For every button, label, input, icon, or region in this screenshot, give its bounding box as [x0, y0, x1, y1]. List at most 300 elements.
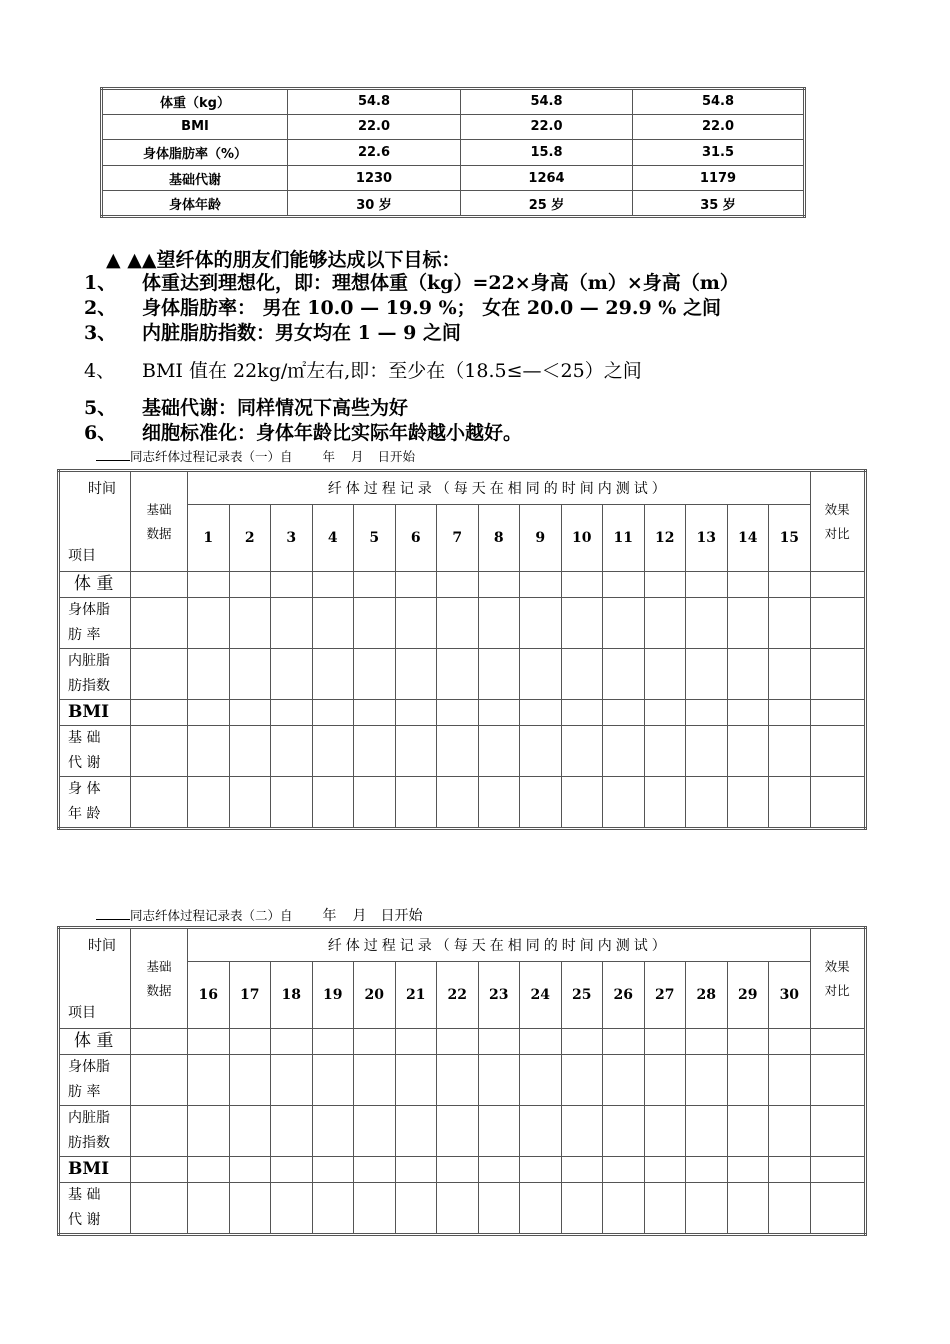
- day-header: 9: [520, 505, 562, 572]
- entry-cell[interactable]: [561, 1183, 603, 1235]
- entry-cell[interactable]: [395, 726, 437, 777]
- day-header: 16: [188, 962, 230, 1029]
- entry-cell[interactable]: [520, 1055, 562, 1106]
- entry-cell[interactable]: [478, 649, 520, 700]
- summary-table: [100, 87, 806, 218]
- entry-cell[interactable]: [354, 572, 396, 598]
- summary-cell: 22.0: [461, 114, 633, 140]
- goal-item: [84, 356, 642, 383]
- entry-cell[interactable]: [810, 700, 865, 726]
- entry-cell[interactable]: [769, 700, 811, 726]
- entry-cell[interactable]: [312, 777, 354, 829]
- entry-cell[interactable]: [686, 726, 728, 777]
- entry-cell[interactable]: [478, 1029, 520, 1055]
- header-base-line1: 基础: [146, 501, 172, 517]
- summary-cell: 54.8: [461, 89, 633, 115]
- entry-cell[interactable]: [727, 1157, 769, 1183]
- summary-cell: 22.6: [288, 140, 461, 166]
- entry-cell[interactable]: [686, 649, 728, 700]
- entry-cell[interactable]: [131, 1157, 188, 1183]
- label-line2: 肪 率: [68, 1084, 101, 1100]
- entry-cell[interactable]: [478, 777, 520, 829]
- label-line2: 代 谢: [68, 755, 101, 771]
- entry-cell[interactable]: [727, 1183, 769, 1235]
- record-table-2-caption: [96, 905, 423, 925]
- label-line1: 身 体: [68, 781, 101, 797]
- entry-cell[interactable]: [686, 777, 728, 829]
- entry-cell[interactable]: [437, 649, 479, 700]
- entry-cell[interactable]: [354, 1157, 396, 1183]
- entry-cell[interactable]: [229, 1157, 271, 1183]
- summary-cell: 54.8: [288, 89, 461, 115]
- entry-cell[interactable]: [727, 598, 769, 649]
- entry-cell[interactable]: [395, 1029, 437, 1055]
- entry-cell[interactable]: [727, 1029, 769, 1055]
- summary-row-body-age: [102, 191, 805, 217]
- label-line2: 年 龄: [68, 806, 101, 822]
- entry-cell[interactable]: [395, 572, 437, 598]
- entry-cell[interactable]: [727, 1055, 769, 1106]
- entry-cell[interactable]: [727, 777, 769, 829]
- entry-cell[interactable]: [561, 726, 603, 777]
- label-line1: 内脏脂: [68, 1110, 110, 1126]
- entry-cell[interactable]: [312, 1055, 354, 1106]
- row-weight: [59, 1029, 866, 1055]
- entry-cell[interactable]: [603, 700, 645, 726]
- entry-cell[interactable]: [810, 1029, 865, 1055]
- day-header: 1: [188, 505, 230, 572]
- summary-cell: 30 岁: [288, 191, 461, 217]
- entry-cell[interactable]: [810, 598, 865, 649]
- goal-text: 身体脂肪率： 男在 10.0 — 19.9 %； 女在 20.0 — 29.9 % 之间: [142, 297, 721, 319]
- entry-cell[interactable]: [478, 1183, 520, 1235]
- summary-label: BMI: [102, 114, 288, 140]
- entry-cell[interactable]: [437, 1055, 479, 1106]
- entry-cell[interactable]: [810, 649, 865, 700]
- entry-cell[interactable]: [603, 598, 645, 649]
- label-line1: 身体脂: [68, 1059, 110, 1075]
- entry-cell[interactable]: [271, 1055, 313, 1106]
- entry-cell[interactable]: [437, 1183, 479, 1235]
- label-line1: 基 础: [68, 1187, 101, 1203]
- row-label-body-age: [59, 777, 131, 829]
- entry-cell[interactable]: [644, 1157, 686, 1183]
- entry-cell[interactable]: [478, 1106, 520, 1157]
- entry-cell[interactable]: [644, 726, 686, 777]
- entry-cell[interactable]: [644, 700, 686, 726]
- header-process: 纤体过程记录（每天在相同的时间内测试）: [188, 928, 811, 962]
- day-header: 25: [561, 962, 603, 1029]
- row-visceral: [59, 649, 866, 700]
- entry-cell[interactable]: [686, 598, 728, 649]
- summary-label: 身体脂肪率（%）: [102, 140, 288, 166]
- entry-cell[interactable]: [561, 777, 603, 829]
- entry-cell[interactable]: [354, 700, 396, 726]
- day-header: 5: [354, 505, 396, 572]
- entry-cell[interactable]: [229, 1055, 271, 1106]
- entry-cell[interactable]: [131, 777, 188, 829]
- day-header: 17: [229, 962, 271, 1029]
- caption-month: 月: [351, 449, 364, 464]
- header-time: 时间: [88, 938, 116, 954]
- entry-cell[interactable]: [229, 598, 271, 649]
- day-header: 18: [271, 962, 313, 1029]
- row-label-bodyfat: [59, 1055, 131, 1106]
- day-header: 30: [769, 962, 811, 1029]
- entry-cell[interactable]: [603, 1157, 645, 1183]
- entry-cell[interactable]: [188, 1183, 230, 1235]
- entry-cell[interactable]: [131, 700, 188, 726]
- entry-cell[interactable]: [686, 1157, 728, 1183]
- entry-cell[interactable]: [686, 1055, 728, 1106]
- entry-cell[interactable]: [561, 598, 603, 649]
- entry-cell[interactable]: [271, 777, 313, 829]
- entry-cell[interactable]: [769, 1106, 811, 1157]
- entry-cell[interactable]: [603, 777, 645, 829]
- entry-cell[interactable]: [131, 649, 188, 700]
- day-header: 24: [520, 962, 562, 1029]
- entry-cell[interactable]: [769, 649, 811, 700]
- entry-cell[interactable]: [229, 1029, 271, 1055]
- day-header: 3: [271, 505, 313, 572]
- entry-cell[interactable]: [437, 777, 479, 829]
- row-label-bmi: BMI: [59, 700, 131, 726]
- day-header: 14: [727, 505, 769, 572]
- entry-cell[interactable]: [131, 1029, 188, 1055]
- entry-cell[interactable]: [395, 649, 437, 700]
- day-header: 23: [478, 962, 520, 1029]
- entry-cell[interactable]: [354, 598, 396, 649]
- entry-cell[interactable]: [727, 1106, 769, 1157]
- entry-cell[interactable]: [810, 726, 865, 777]
- summary-cell: 15.8: [461, 140, 633, 166]
- caption-year: 年: [322, 908, 337, 924]
- entry-cell[interactable]: [437, 1029, 479, 1055]
- entry-cell[interactable]: [520, 1157, 562, 1183]
- entry-cell[interactable]: [312, 1183, 354, 1235]
- entry-cell[interactable]: [561, 572, 603, 598]
- summary-label: 基础代谢: [102, 165, 288, 191]
- entry-cell[interactable]: [229, 572, 271, 598]
- entry-cell[interactable]: [395, 1055, 437, 1106]
- entry-cell[interactable]: [354, 1055, 396, 1106]
- entry-cell[interactable]: [271, 1157, 313, 1183]
- corner-header: [59, 471, 131, 572]
- entry-cell[interactable]: [769, 1157, 811, 1183]
- entry-cell[interactable]: [131, 598, 188, 649]
- entry-cell[interactable]: [188, 572, 230, 598]
- entry-cell[interactable]: [312, 572, 354, 598]
- summary-cell: 25 岁: [461, 191, 633, 217]
- entry-cell[interactable]: [686, 1029, 728, 1055]
- entry-cell[interactable]: [437, 700, 479, 726]
- entry-cell[interactable]: [769, 598, 811, 649]
- summary-row-bodyfat: [102, 140, 805, 166]
- entry-cell[interactable]: [810, 572, 865, 598]
- entry-cell[interactable]: [727, 572, 769, 598]
- entry-cell[interactable]: [478, 572, 520, 598]
- entry-cell[interactable]: [603, 572, 645, 598]
- entry-cell[interactable]: [312, 700, 354, 726]
- entry-cell[interactable]: [727, 726, 769, 777]
- entry-cell[interactable]: [229, 777, 271, 829]
- entry-cell[interactable]: [312, 1029, 354, 1055]
- entry-cell[interactable]: [769, 1055, 811, 1106]
- day-header: 10: [561, 505, 603, 572]
- entry-cell[interactable]: [188, 726, 230, 777]
- entry-cell[interactable]: [520, 1183, 562, 1235]
- goal-text: 体重达到理想化，即：理想体重（kg）=22×身高（m）×身高（m）: [142, 272, 739, 294]
- entry-cell[interactable]: [603, 1183, 645, 1235]
- label-line2: 代 谢: [68, 1212, 101, 1228]
- entry-cell[interactable]: [478, 598, 520, 649]
- entry-cell[interactable]: [520, 777, 562, 829]
- entry-cell[interactable]: [644, 649, 686, 700]
- header-effect: [810, 471, 865, 572]
- caption-main: 同志纤体过程记录表（二）自: [130, 908, 293, 923]
- entry-cell[interactable]: [478, 1157, 520, 1183]
- entry-cell[interactable]: [188, 1055, 230, 1106]
- entry-cell[interactable]: [312, 649, 354, 700]
- goal-text: BMI 值在 22kg/㎡左右,即：至少在（18.5≤—＜25）之间: [142, 360, 642, 382]
- entry-cell[interactable]: [188, 700, 230, 726]
- entry-cell[interactable]: [520, 700, 562, 726]
- entry-cell[interactable]: [603, 1106, 645, 1157]
- entry-cell[interactable]: [644, 1106, 686, 1157]
- entry-cell[interactable]: [188, 1029, 230, 1055]
- entry-cell[interactable]: [229, 726, 271, 777]
- entry-cell[interactable]: [520, 1106, 562, 1157]
- goal-text: 基础代谢：同样情况下高些为好: [142, 397, 409, 419]
- entry-cell[interactable]: [437, 1106, 479, 1157]
- entry-cell[interactable]: [271, 726, 313, 777]
- entry-cell[interactable]: [561, 1029, 603, 1055]
- row-metabolism: [59, 1183, 866, 1235]
- entry-cell[interactable]: [561, 1157, 603, 1183]
- entry-cell[interactable]: [437, 1157, 479, 1183]
- entry-cell[interactable]: [769, 777, 811, 829]
- row-bodyfat: [59, 598, 866, 649]
- corner-header: [59, 928, 131, 1029]
- entry-cell[interactable]: [478, 700, 520, 726]
- entry-cell[interactable]: [354, 777, 396, 829]
- entry-cell[interactable]: [354, 1183, 396, 1235]
- entry-cell[interactable]: [810, 1106, 865, 1157]
- entry-cell[interactable]: [478, 1055, 520, 1106]
- row-label-weight: 体 重: [59, 572, 131, 598]
- entry-cell[interactable]: [271, 700, 313, 726]
- entry-cell[interactable]: [603, 1029, 645, 1055]
- row-label-visceral: [59, 649, 131, 700]
- entry-cell[interactable]: [478, 726, 520, 777]
- entry-cell[interactable]: [603, 1055, 645, 1106]
- row-label-weight: 体 重: [59, 1029, 131, 1055]
- entry-cell[interactable]: [229, 1183, 271, 1235]
- entry-cell[interactable]: [312, 1106, 354, 1157]
- entry-cell[interactable]: [561, 1106, 603, 1157]
- day-header: 6: [395, 505, 437, 572]
- entry-cell[interactable]: [131, 1106, 188, 1157]
- day-header: 27: [644, 962, 686, 1029]
- entry-cell[interactable]: [561, 649, 603, 700]
- entry-cell[interactable]: [769, 1183, 811, 1235]
- goal-item: [84, 393, 408, 420]
- header-base-line2: 数据: [146, 982, 172, 998]
- summary-label: 体重（kg）: [102, 89, 288, 115]
- record-table-2: [57, 926, 867, 1236]
- entry-cell[interactable]: [188, 1157, 230, 1183]
- entry-cell[interactable]: [271, 649, 313, 700]
- entry-cell[interactable]: [603, 649, 645, 700]
- entry-cell[interactable]: [131, 726, 188, 777]
- summary-cell: 22.0: [288, 114, 461, 140]
- summary-cell: 1264: [461, 165, 633, 191]
- row-label-bmi: BMI: [59, 1157, 131, 1183]
- entry-cell[interactable]: [810, 1183, 865, 1235]
- label-line2: 肪指数: [68, 678, 110, 694]
- row-metabolism: [59, 726, 866, 777]
- goals-title: ▲ ▲▲望纤体的朋友们能够达成以下目标：: [106, 249, 461, 271]
- row-visceral: [59, 1106, 866, 1157]
- entry-cell[interactable]: [644, 572, 686, 598]
- caption-year: 年: [322, 449, 336, 464]
- entry-cell[interactable]: [810, 777, 865, 829]
- caption-main: 同志纤体过程记录表（一）自: [130, 449, 293, 464]
- day-header: 15: [769, 505, 811, 572]
- entry-cell[interactable]: [520, 649, 562, 700]
- entry-cell[interactable]: [561, 1055, 603, 1106]
- entry-cell[interactable]: [131, 572, 188, 598]
- entry-cell[interactable]: [395, 1157, 437, 1183]
- entry-cell[interactable]: [188, 1106, 230, 1157]
- entry-cell[interactable]: [229, 700, 271, 726]
- header-item: 项目: [68, 548, 96, 564]
- entry-cell[interactable]: [686, 700, 728, 726]
- entry-cell[interactable]: [271, 572, 313, 598]
- entry-cell[interactable]: [188, 649, 230, 700]
- entry-cell[interactable]: [437, 572, 479, 598]
- entry-cell[interactable]: [271, 1029, 313, 1055]
- summary-cell: 31.5: [633, 140, 805, 166]
- day-header: 21: [395, 962, 437, 1029]
- entry-cell[interactable]: [354, 1106, 396, 1157]
- entry-cell[interactable]: [312, 598, 354, 649]
- entry-cell[interactable]: [188, 598, 230, 649]
- entry-cell[interactable]: [437, 726, 479, 777]
- goal-item: [84, 268, 739, 295]
- entry-cell[interactable]: [686, 1183, 728, 1235]
- entry-cell[interactable]: [271, 598, 313, 649]
- summary-row-bmi: [102, 114, 805, 140]
- header-effect-line1: 效果: [824, 958, 850, 974]
- caption-day: 日开始: [380, 908, 423, 924]
- entry-cell[interactable]: [354, 1029, 396, 1055]
- entry-cell[interactable]: [644, 1183, 686, 1235]
- entry-cell[interactable]: [686, 572, 728, 598]
- entry-cell[interactable]: [769, 1029, 811, 1055]
- entry-cell[interactable]: [644, 1055, 686, 1106]
- row-weight: [59, 572, 866, 598]
- entry-cell[interactable]: [561, 700, 603, 726]
- entry-cell[interactable]: [271, 1106, 313, 1157]
- entry-cell[interactable]: [395, 777, 437, 829]
- entry-cell[interactable]: [312, 726, 354, 777]
- entry-cell[interactable]: [271, 1183, 313, 1235]
- entry-cell[interactable]: [520, 572, 562, 598]
- row-label-bodyfat: [59, 598, 131, 649]
- entry-cell[interactable]: [727, 700, 769, 726]
- entry-cell[interactable]: [520, 1029, 562, 1055]
- summary-cell: 1179: [633, 165, 805, 191]
- row-label-visceral: [59, 1106, 131, 1157]
- day-header: 20: [354, 962, 396, 1029]
- entry-cell[interactable]: [727, 649, 769, 700]
- entry-cell[interactable]: [769, 572, 811, 598]
- day-header: 8: [478, 505, 520, 572]
- goal-number: 2、: [84, 297, 117, 319]
- name-blank: [96, 908, 130, 920]
- entry-cell[interactable]: [644, 777, 686, 829]
- entry-cell[interactable]: [769, 726, 811, 777]
- day-header: 7: [437, 505, 479, 572]
- row-label-metabolism: [59, 1183, 131, 1235]
- label-line1: 身体脂: [68, 602, 110, 618]
- header-base-data: [131, 471, 188, 572]
- entry-cell[interactable]: [520, 598, 562, 649]
- day-header: 4: [312, 505, 354, 572]
- entry-cell[interactable]: [395, 1183, 437, 1235]
- row-bodyfat: [59, 1055, 866, 1106]
- label-line1: 基 础: [68, 730, 101, 746]
- entry-cell[interactable]: [644, 598, 686, 649]
- goal-item: [84, 318, 461, 345]
- entry-cell[interactable]: [810, 1157, 865, 1183]
- entry-cell[interactable]: [395, 1106, 437, 1157]
- day-header: 26: [603, 962, 645, 1029]
- entry-cell[interactable]: [229, 649, 271, 700]
- summary-label: 身体年龄: [102, 191, 288, 217]
- goal-number: 1、: [84, 272, 117, 294]
- entry-cell[interactable]: [437, 598, 479, 649]
- entry-cell[interactable]: [520, 726, 562, 777]
- header-effect-line1: 效果: [824, 501, 850, 517]
- caption-day: 日开始: [377, 449, 416, 464]
- day-header: 19: [312, 962, 354, 1029]
- entry-cell[interactable]: [810, 1055, 865, 1106]
- caption-month: 月: [352, 908, 367, 924]
- entry-cell[interactable]: [395, 700, 437, 726]
- row-bmi: [59, 700, 866, 726]
- day-header: 12: [644, 505, 686, 572]
- entry-cell[interactable]: [229, 1106, 271, 1157]
- entry-cell[interactable]: [603, 726, 645, 777]
- entry-cell[interactable]: [131, 1183, 188, 1235]
- entry-cell[interactable]: [354, 726, 396, 777]
- record-table-1-caption: [96, 447, 415, 465]
- entry-cell[interactable]: [312, 1157, 354, 1183]
- row-body-age: [59, 777, 866, 829]
- header-base-line1: 基础: [146, 958, 172, 974]
- entry-cell[interactable]: [131, 1055, 188, 1106]
- entry-cell[interactable]: [686, 1106, 728, 1157]
- entry-cell[interactable]: [644, 1029, 686, 1055]
- day-header: 2: [229, 505, 271, 572]
- entry-cell[interactable]: [188, 777, 230, 829]
- goal-text: 细胞标准化：身体年龄比实际年龄越小越好。: [142, 422, 523, 444]
- entry-cell[interactable]: [395, 598, 437, 649]
- header-effect-line2: 对比: [824, 525, 850, 541]
- entry-cell[interactable]: [354, 649, 396, 700]
